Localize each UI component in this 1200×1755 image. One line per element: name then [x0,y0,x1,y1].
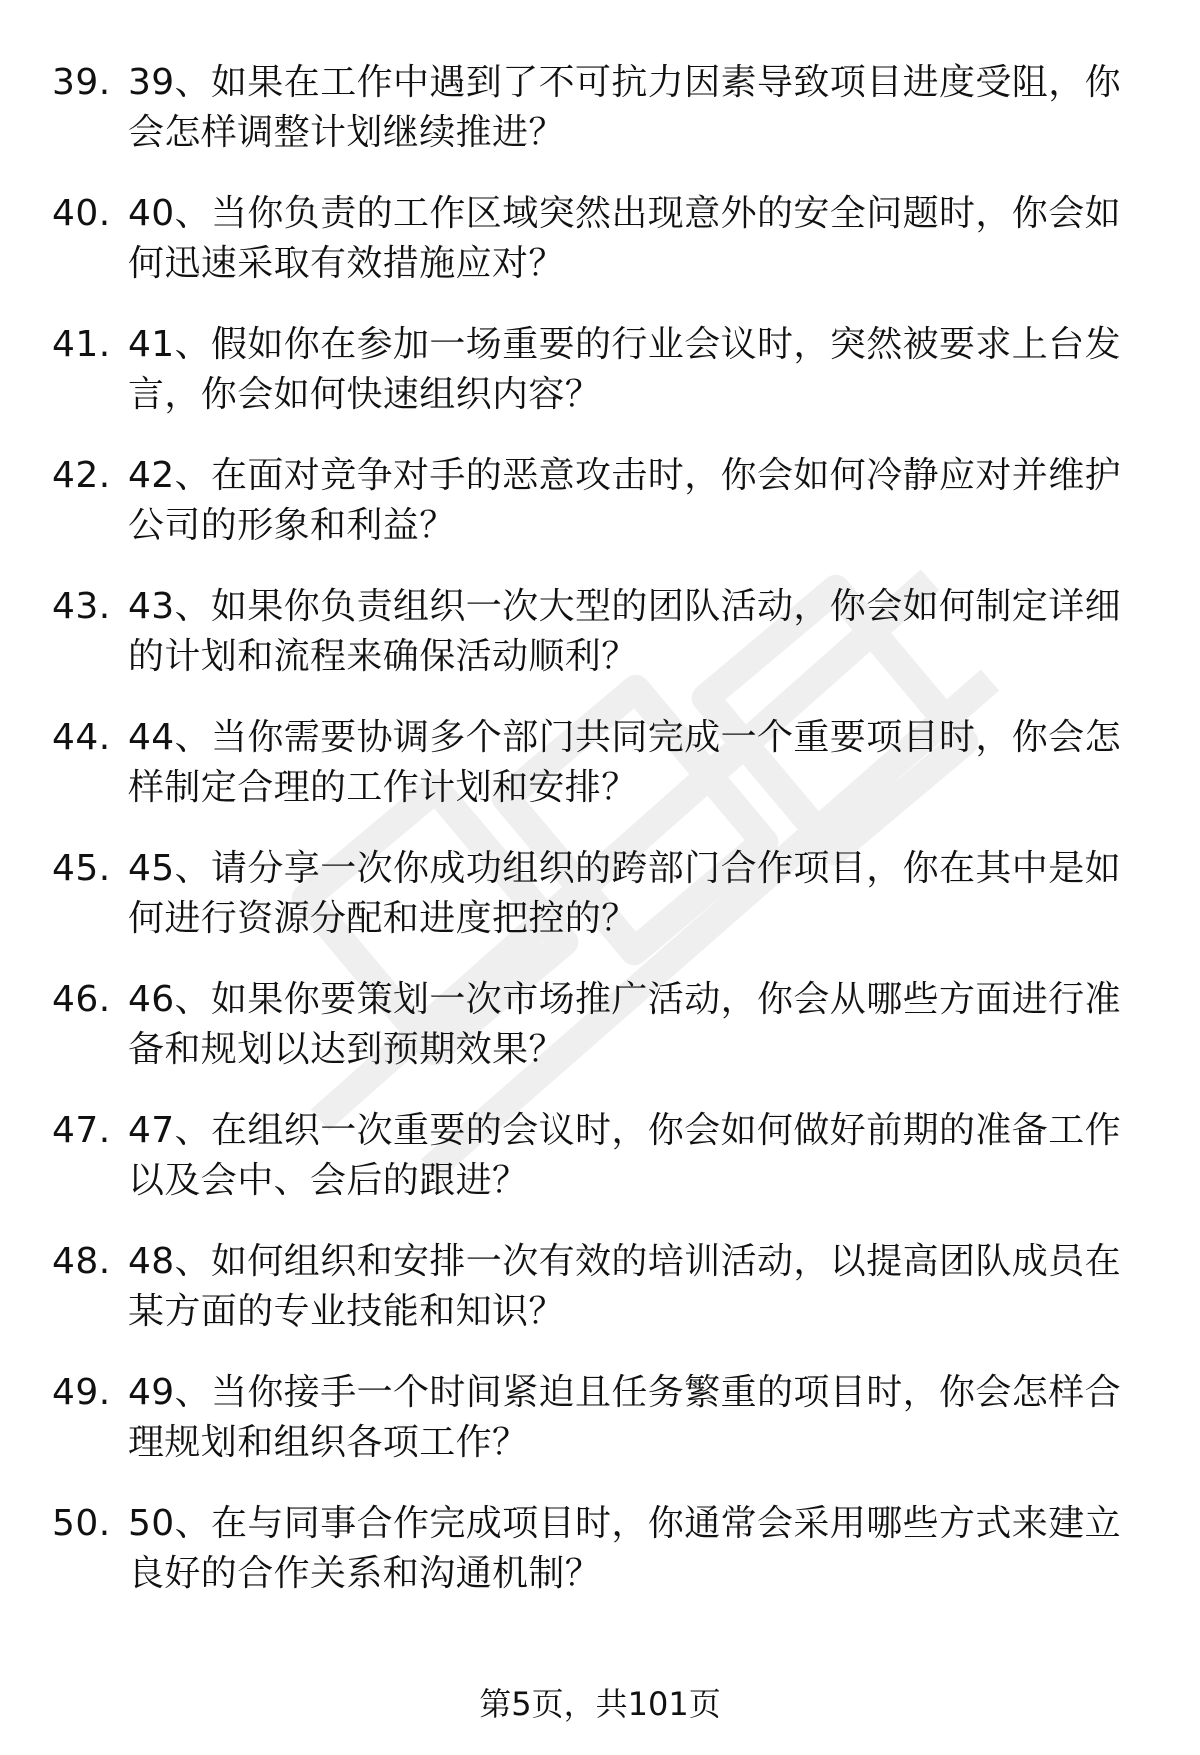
question-text: 42、在面对竞争对手的恶意攻击时，你会如何冷静应对并维护公司的形象和利益？ [128,455,1122,546]
question-number: 42. [52,455,111,496]
question-text: 50、在与同事合作完成项目时，你通常会采用哪些方式来建立良好的合作关系和沟通机制？ [128,1503,1122,1594]
question-text: 47、在组织一次重要的会议时，你会如何做好前期的准备工作以及会中、会后的跟进？ [128,1110,1122,1201]
question-number: 39. [52,62,111,103]
question-text: 41、假如你在参加一场重要的行业会议时，突然被要求上台发言，你会如何快速组织内容？ [128,324,1122,415]
question-item [0,1106,1200,1237]
question-number: 44. [52,717,111,758]
question-item [0,844,1200,975]
question-item [0,1368,1200,1499]
question-number: 47. [52,1110,111,1151]
question-text: 48、如何组织和安排一次有效的培训活动，以提高团队成员在某方面的专业技能和知识？ [128,1241,1122,1332]
question-number: 40. [52,193,111,234]
question-item [0,1237,1200,1368]
question-number: 46. [52,979,111,1020]
question-text: 44、当你需要协调多个部门共同完成一个重要项目时，你会怎样制定合理的工作计划和安排？ [128,717,1122,808]
question-item [0,451,1200,582]
question-text: 40、当你负责的工作区域突然出现意外的安全问题时，你会如何迅速采取有效措施应对？ [128,193,1122,284]
question-item [0,582,1200,713]
question-item [0,713,1200,844]
question-number: 43. [52,586,111,627]
question-number: 41. [52,324,111,365]
question-number: 45. [52,848,111,889]
question-item [0,320,1200,451]
question-text: 45、请分享一次你成功组织的跨部门合作项目，你在其中是如何进行资源分配和进度把控的？ [128,848,1122,939]
question-text: 39、如果在工作中遇到了不可抗力因素导致项目进度受阻，你会怎样调整计划继续推进？ [128,62,1122,153]
question-text: 43、如果你负责组织一次大型的团队活动，你会如何制定详细的计划和流程来确保活动顺利？ [128,586,1122,677]
question-list [0,58,1200,1630]
question-item [0,189,1200,320]
question-text: 49、当你接手一个时间紧迫且任务繁重的项目时，你会怎样合理规划和组织各项工作？ [128,1372,1122,1463]
question-number: 49. [52,1372,111,1413]
page-indicator: 第5页，共101页 [479,1685,721,1723]
question-item [0,58,1200,189]
question-item [0,1499,1200,1630]
question-number: 50. [52,1503,111,1544]
question-number: 48. [52,1241,111,1282]
question-item [0,975,1200,1106]
question-text: 46、如果你要策划一次市场推广活动，你会从哪些方面进行准备和规划以达到预期效果？ [128,979,1122,1070]
